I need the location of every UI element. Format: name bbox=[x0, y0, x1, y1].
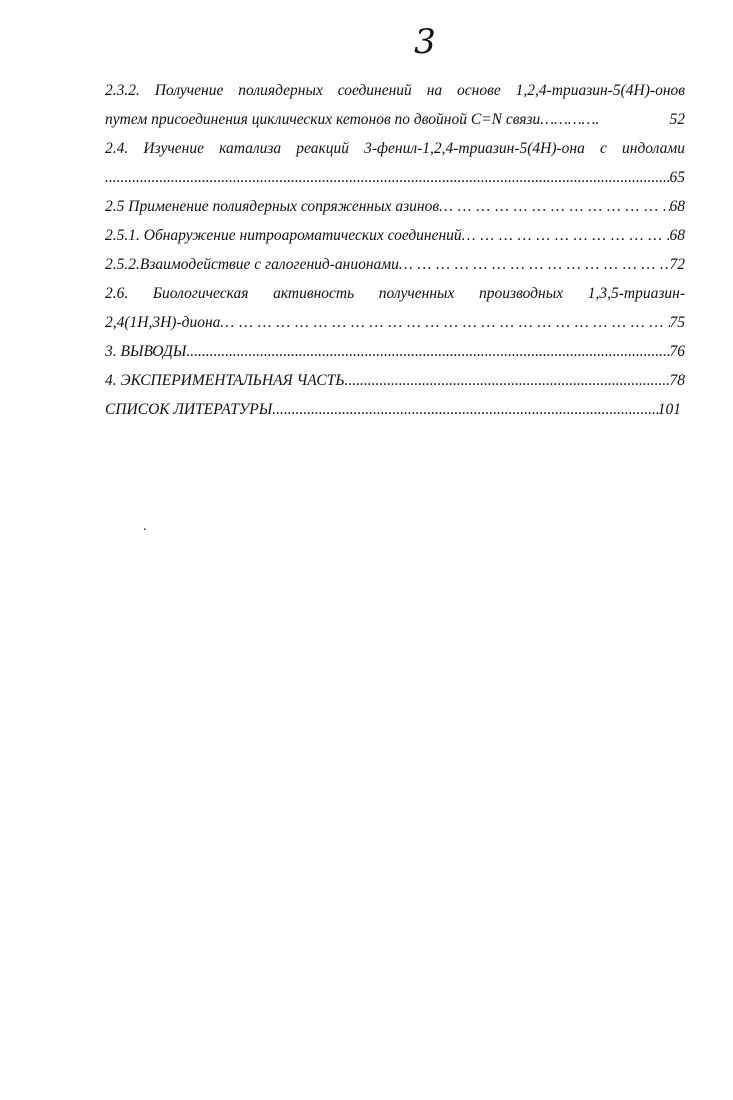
dot-leader bbox=[344, 366, 669, 395]
toc-entry-title: 4. ЭКСПЕРИМЕНТАЛЬНАЯ ЧАСТЬ bbox=[105, 372, 345, 389]
toc-entry-title: СПИСОК ЛИТЕРАТУРЫ bbox=[105, 401, 273, 418]
dot-leader bbox=[399, 250, 670, 279]
toc-entry-page: 72 bbox=[669, 256, 685, 273]
toc-entry-2-3-2-line2 bbox=[105, 105, 685, 134]
dot-leader bbox=[220, 308, 669, 337]
toc-entry-2-5-1 bbox=[105, 221, 685, 250]
toc-entry-title: 3. ВЫВОДЫ bbox=[105, 343, 187, 360]
dot-leader bbox=[186, 337, 669, 366]
toc-entry-title: 2.5.1. Обнаружение нитроароматических соединений bbox=[105, 227, 462, 244]
stray-mark: . bbox=[143, 519, 147, 534]
toc-entry-references bbox=[105, 395, 681, 424]
toc-entry-page: 68 bbox=[669, 198, 685, 215]
toc-entry-3 bbox=[105, 337, 685, 366]
dot-leader bbox=[105, 163, 670, 192]
toc-entry-page: 68 bbox=[669, 227, 685, 244]
dot-leader bbox=[272, 395, 658, 424]
toc-entry-2-4-line1: 2.4. Изучение катализа реакций 3-фенил-1,2,4-триазин-5(4H)-она с индолами bbox=[105, 140, 685, 157]
toc-entry-2-4-line2 bbox=[105, 163, 685, 192]
toc-entry-2-5 bbox=[105, 192, 685, 221]
toc-entry-title: 2.5.2.Взаимодействие с галогенид-анионами bbox=[105, 256, 399, 273]
table-of-contents bbox=[105, 76, 685, 424]
toc-entry-2-3-2-line1: 2.3.2. Получение полиядерных соединений на основе 1,2,4-триазин-5(4H)-онов bbox=[105, 82, 685, 99]
toc-entry-page: 75 bbox=[669, 314, 685, 331]
toc-entry-page: 65 bbox=[669, 169, 685, 186]
dot-leader bbox=[439, 192, 669, 221]
toc-entry-page: 52 bbox=[669, 111, 685, 128]
toc-entry-title: путем присоединения циклических кетонов по двойной C=N связи…………. bbox=[105, 111, 600, 128]
page-number: 3 bbox=[414, 22, 436, 62]
toc-entry-page: 76 bbox=[669, 343, 685, 360]
toc-entry-title: 2,4(1H,3H)-диона bbox=[105, 314, 221, 331]
toc-entry-4 bbox=[105, 366, 685, 395]
toc-entry-2-6-line1: 2.6. Биологическая активность полученных производных 1,3,5-триазин- bbox=[105, 285, 685, 302]
toc-entry-page: 101 bbox=[657, 401, 681, 418]
toc-entry-2-6-line2 bbox=[105, 308, 685, 337]
toc-entry-2-5-2 bbox=[105, 250, 685, 279]
toc-entry-page: 78 bbox=[669, 372, 685, 389]
dot-leader bbox=[462, 221, 670, 250]
toc-entry-title: 2.5 Применение полиядерных сопряженных азинов bbox=[105, 198, 440, 215]
